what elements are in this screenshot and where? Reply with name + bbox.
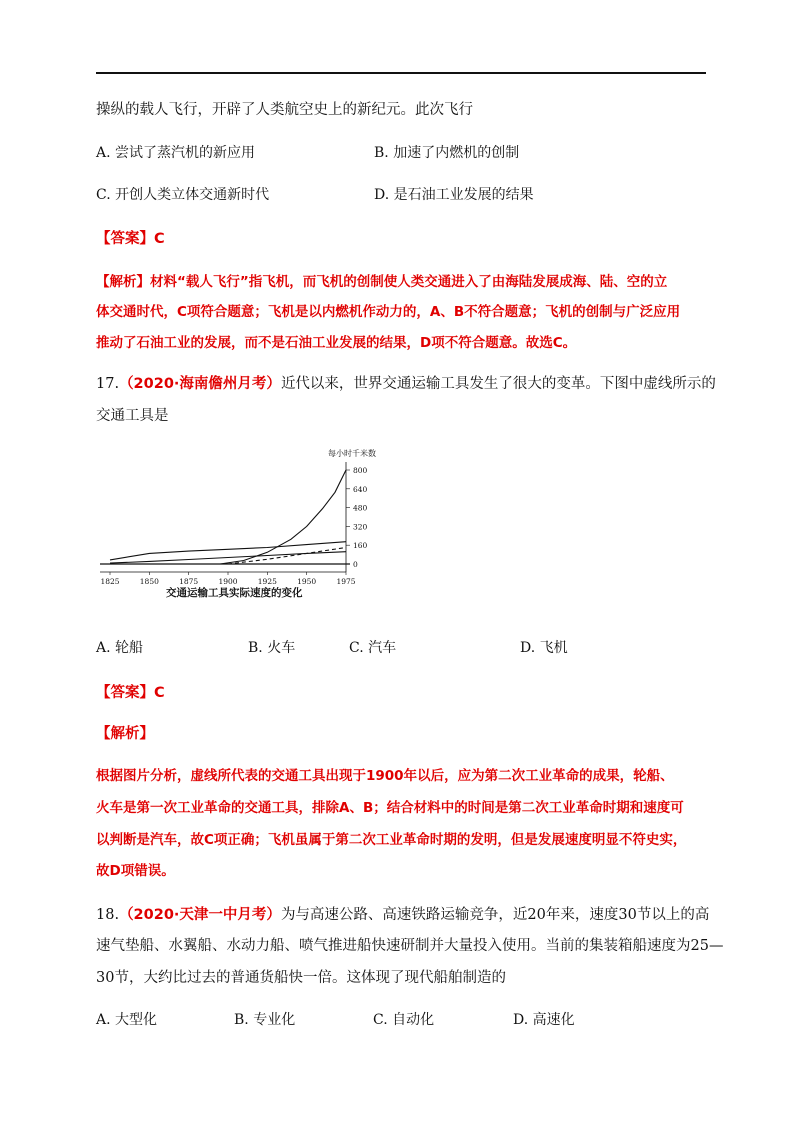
q16-option-c: C. 开创人类立体交通新时代 bbox=[96, 187, 270, 203]
q16-answer: 【答案】C bbox=[96, 231, 165, 247]
q17-option-d: D. 飞机 bbox=[520, 640, 568, 656]
y-tick-label: 320 bbox=[353, 522, 368, 532]
series-solid-lower bbox=[110, 552, 346, 563]
q18-stem1: 为与高速公路、高速铁路运输竞争，近20年来，速度30节以上的高 bbox=[280, 907, 710, 923]
chart-series bbox=[110, 470, 346, 564]
q17-option-a: A. 轮船 bbox=[96, 640, 144, 656]
q16-analysis-1: 【解析】材料“载人飞行”指飞机，而飞机的创制使人类交通进入了由海陆发展成海、陆、空的立 bbox=[96, 274, 668, 290]
q17-analysis-3: 以判断是汽车，故C项正确；飞机虽属于第二次工业革命时期的发明，但是发展速度明显不符史实， bbox=[96, 832, 687, 848]
x-tick-label: 1975 bbox=[336, 577, 356, 586]
y-tick-label: 480 bbox=[353, 503, 368, 513]
q17-analysis-2: 火车是第一次工业革命的交通工具，排除A、B；结合材料中的时间是第二次工业革命时期和速度可 bbox=[96, 800, 684, 816]
q18-source: （2020·天津一中月考） bbox=[119, 907, 281, 923]
header-rule bbox=[96, 72, 706, 74]
q17-option-c: C. 汽车 bbox=[349, 640, 397, 656]
q17-source: （2020·海南儋州月考） bbox=[119, 376, 281, 392]
q17-stem-line2: 交通工具是 bbox=[96, 408, 169, 424]
x-tick-label: 1850 bbox=[139, 577, 159, 586]
q17-option-b: B. 火车 bbox=[248, 640, 296, 656]
q17-answer: 【答案】C bbox=[96, 685, 165, 701]
q17-analysis-label: 【解析】 bbox=[96, 726, 154, 742]
x-tick-label: 1825 bbox=[100, 577, 120, 586]
q18-option-d: D. 高速化 bbox=[513, 1012, 575, 1028]
x-tick-label: 1925 bbox=[257, 577, 277, 586]
q16-analysis-2: 体交通时代，C项符合题意；飞机是以内燃机作动力的，A、B不符合题意；飞机的创制与广泛应用 bbox=[96, 304, 681, 320]
speed-chart bbox=[96, 440, 376, 610]
q18-option-c: C. 自动化 bbox=[373, 1012, 435, 1028]
y-tick-label: 640 bbox=[353, 484, 368, 494]
q17-stem1: 近代以来，世界交通运输工具发生了很大的变革。下图中虚线所示的 bbox=[280, 376, 716, 392]
x-tick-label: 1875 bbox=[179, 577, 199, 586]
q18-stem-line1 bbox=[96, 903, 709, 924]
q17-analysis-4: 故D项错误。 bbox=[96, 863, 175, 879]
chart-axes bbox=[100, 462, 368, 586]
x-tick-label: 1900 bbox=[218, 577, 238, 586]
q18-option-a: A. 大型化 bbox=[96, 1012, 158, 1028]
q18-number: 18. bbox=[96, 907, 120, 923]
q18-stem-line3: 30节，大约比过去的普通货船快一倍。这体现了现代船舶制造的 bbox=[96, 970, 506, 986]
chart-ylabel: 每小时千米数 bbox=[328, 449, 376, 458]
q16-option-d: D. 是石油工业发展的结果 bbox=[374, 187, 534, 203]
q16-analysis-3: 推动了石油工业的发展，而不是石油工业发展的结果，D项不符合题意。故选C。 bbox=[96, 335, 577, 351]
q18-option-b: B. 专业化 bbox=[234, 1012, 296, 1028]
q16-option-b: B. 加速了内燃机的创制 bbox=[374, 145, 520, 161]
series-dashed bbox=[228, 548, 346, 565]
q17-analysis-1: 根据图片分析，虚线所代表的交通工具出现于1900年以后，应为第二次工业革命的成果，轮船、 bbox=[96, 768, 674, 784]
q16-option-a: A. 尝试了蒸汽机的新应用 bbox=[96, 145, 256, 161]
y-tick-label: 0 bbox=[353, 560, 358, 569]
q16-stem: 操纵的载人飞行，开辟了人类航空史上的新纪元。此次飞行 bbox=[96, 102, 473, 118]
q17-number: 17. bbox=[96, 376, 120, 392]
q17-stem-line1 bbox=[96, 372, 716, 393]
y-tick-label: 800 bbox=[353, 466, 368, 475]
x-tick-label: 1950 bbox=[297, 577, 317, 586]
chart-title: 交通运输工具实际速度的变化 bbox=[166, 587, 303, 599]
q18-stem-line2: 速气垫船、水翼船、水动力船、喷气推进船快速研制并大量投入使用。当前的集装箱船速度为25— bbox=[96, 938, 724, 954]
y-tick-label: 160 bbox=[353, 541, 368, 551]
